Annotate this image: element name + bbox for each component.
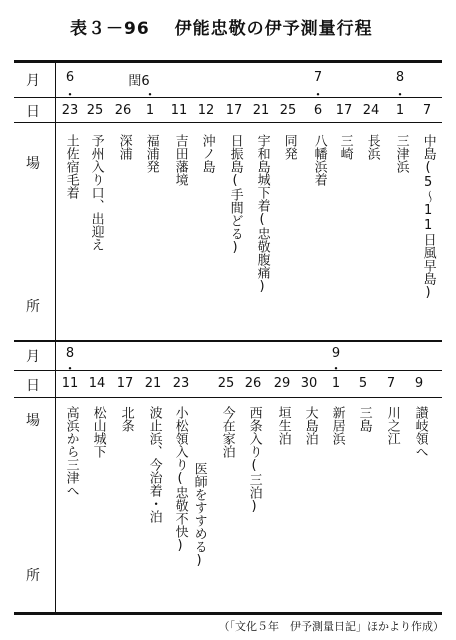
title-label: 表３－96 xyxy=(70,19,150,39)
place-cell: 川之江 xyxy=(384,406,400,445)
month-dot: ・ xyxy=(143,88,157,103)
month-dot: ・ xyxy=(329,362,343,377)
day-cell: 9 xyxy=(414,376,424,391)
day-cell: 11 xyxy=(61,376,79,391)
place-cell: 三島 xyxy=(356,406,372,432)
place-cell: 讃岐領へ xyxy=(412,406,428,458)
place-cell: 松山城下 xyxy=(90,406,106,458)
month-cell: 閏6 xyxy=(128,74,150,89)
day-cell: 25 xyxy=(279,103,297,118)
place-cell: 垣生泊 xyxy=(275,406,291,445)
day-cell: 21 xyxy=(144,376,162,391)
day-cell: 7 xyxy=(422,103,432,118)
day-cell: 11 xyxy=(170,103,188,118)
place-cell: 波止浜、今治着・泊 xyxy=(146,406,162,523)
table-title xyxy=(70,14,373,39)
day-cell: 30 xyxy=(300,376,318,391)
day-cell: 23 xyxy=(172,376,190,391)
place-cell: 同発 xyxy=(281,134,297,160)
place-cell: 大島泊 xyxy=(302,406,318,445)
place-cell: 八幡浜着 xyxy=(311,134,327,186)
day-cell: 26 xyxy=(114,103,132,118)
month-cell: 8 xyxy=(395,70,405,85)
place-cell: 三津浜 xyxy=(393,134,409,173)
day-cell: 17 xyxy=(335,103,353,118)
place-label-1-top: 場 xyxy=(26,156,40,172)
day-cell: 23 xyxy=(61,103,79,118)
place-cell: 沖ノ島 xyxy=(199,134,215,173)
place-cell: 高浜から三津へ xyxy=(63,406,79,497)
place-cell: 三崎 xyxy=(337,134,353,160)
place-cell: 福浦発 xyxy=(143,134,159,173)
day-cell: 1 xyxy=(145,103,155,118)
place-cell: 吉田藩境 xyxy=(172,134,188,186)
day-cell: 5 xyxy=(358,376,368,391)
place-cell: 新居浜 xyxy=(329,406,345,445)
day-label-2: 日 xyxy=(26,378,40,394)
day-cell: 25 xyxy=(86,103,104,118)
day-cell: 24 xyxy=(362,103,380,118)
day-cell: 17 xyxy=(116,376,134,391)
place-label-2-bottom: 所 xyxy=(26,568,40,584)
source-note: （「文化５年 伊予測量日記」ほかより作成） xyxy=(218,620,444,633)
place-label-2-top: 場 xyxy=(26,413,40,429)
place-cell: 宇和島城下着(忠敬腹痛) xyxy=(254,134,270,294)
place-cell-sub: 医師をすすめる) xyxy=(191,462,207,568)
divider-t2-day-place xyxy=(14,397,442,398)
place-cell: 小松領入り(忠敬不快) xyxy=(172,406,188,553)
month-cell: 8 xyxy=(65,346,75,361)
place-cell: 今在家泊 xyxy=(219,406,235,458)
day-cell: 14 xyxy=(88,376,106,391)
month-cell: 9 xyxy=(331,346,341,361)
month-cell: 7 xyxy=(313,70,323,85)
month-label-1: 月 xyxy=(26,73,40,89)
divider-t1-day-place xyxy=(14,122,442,123)
day-cell: 1 xyxy=(331,376,341,391)
day-cell: 26 xyxy=(244,376,262,391)
month-dot: ・ xyxy=(63,362,77,377)
place-cell: 中島(5～11日風早島) xyxy=(420,134,436,300)
month-dot: ・ xyxy=(393,88,407,103)
title-caption: 伊能忠敬の伊予測量行程 xyxy=(174,19,373,39)
day-label-1: 日 xyxy=(26,104,40,120)
place-label-1-bottom: 所 xyxy=(26,299,40,315)
place-cell: 予州入り口、出迎え xyxy=(88,134,104,251)
place-cell: 日振島(手間どる) xyxy=(227,134,243,255)
month-dot: ・ xyxy=(63,88,77,103)
month-dot: ・ xyxy=(311,88,325,103)
day-cell: 1 xyxy=(395,103,405,118)
day-cell: 25 xyxy=(217,376,235,391)
day-cell: 6 xyxy=(313,103,323,118)
month-cell: 6 xyxy=(65,70,75,85)
day-cell: 12 xyxy=(197,103,215,118)
month-label-2: 月 xyxy=(26,349,40,365)
day-cell: 17 xyxy=(225,103,243,118)
divider-tables xyxy=(14,340,442,342)
place-cell: 西条入り(三泊) xyxy=(246,406,262,514)
day-cell: 21 xyxy=(252,103,270,118)
place-cell: 土佐宿毛着 xyxy=(63,134,79,199)
place-cell: 深浦 xyxy=(116,134,132,160)
day-cell: 29 xyxy=(273,376,291,391)
place-cell: 長浜 xyxy=(364,134,380,160)
day-cell: 7 xyxy=(386,376,396,391)
place-cell: 北条 xyxy=(118,406,134,432)
